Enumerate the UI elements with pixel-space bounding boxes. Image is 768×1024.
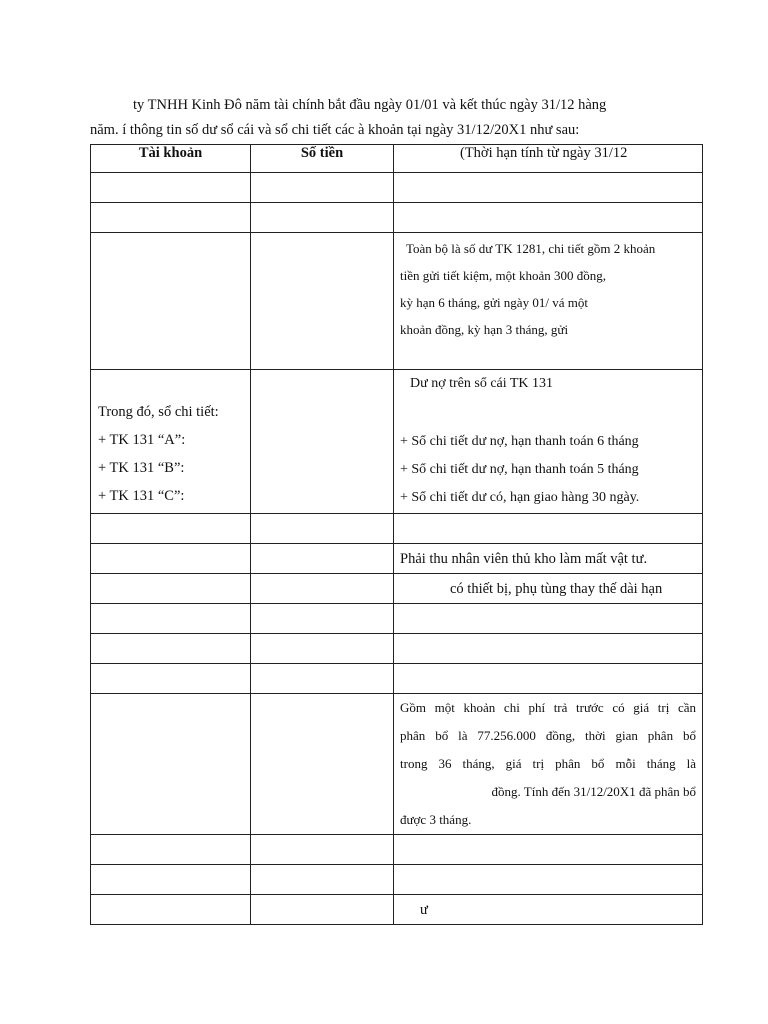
last-note-fragment: ư [420,902,428,918]
employee-receivable-cell [394,544,703,574]
prepaid-note-line: trong 36 tháng, giá trị phân bổ mỗi tháng là [400,756,696,771]
receivable-detail: + Sổ chi tiết dư có, hạn giao hàng 30 ngày. [400,490,640,505]
table-row-receivables [91,370,703,514]
table-cell [91,544,251,574]
table-cell [91,634,251,664]
intro-line-1: ty TNHH Kinh Đô năm tài chính bắt đầu ngày 01/01 và kết thúc ngày 31/12 hàng [133,97,607,113]
table-row [91,835,703,865]
account-balance-table [90,144,703,925]
deposit-note-line: tiền gửi tiết kiệm, một khoản 300 đồng, [400,268,606,283]
receivables-ledger-title: Dư nợ trên sổ cái TK 131 [410,376,554,391]
table-cell [91,865,251,895]
header-amount: Số tiền [251,145,394,173]
deposit-note-line: Toàn bộ là số dư TK 1281, chi tiết gồm 2 khoản [406,241,656,256]
intro-line-2: năm. í thông tin số dư sổ cái và sổ chi tiết các à khoản tại ngày 31/12/20X1 như sau: [90,122,580,138]
table-cell [394,604,703,634]
table-row [91,574,703,604]
table-cell [251,370,394,514]
table-cell [394,865,703,895]
table-row [91,514,703,544]
table-cell [394,664,703,694]
table-cell [251,664,394,694]
table-cell [91,694,251,835]
table-cell [91,604,251,634]
table-cell [91,835,251,865]
table-cell [394,835,703,865]
table-cell [91,664,251,694]
deposit-note-cell [394,233,703,370]
prepaid-note-line: Gồm một khoản chi phí trả trước có giá trị cần [400,700,696,715]
table-cell [91,203,251,233]
prepaid-note-line: phân bổ là 77.256.000 đồng, thời gian phân bổ [400,728,696,743]
table-cell [91,233,251,370]
table-row [91,173,703,203]
table-cell [251,835,394,865]
table-cell [91,574,251,604]
table-cell [394,173,703,203]
table-cell [251,203,394,233]
table-cell [251,865,394,895]
receivable-account: + TK 131 “B”: [98,460,185,476]
spare-parts-note: có thiết bị, phụ tùng thay thế dài hạn [450,581,663,597]
table-cell [251,895,394,925]
receivables-title: Trong đó, sổ chi tiết: [98,404,219,420]
table-row [91,865,703,895]
table-row [91,544,703,574]
deposit-note-line: kỳ hạn 6 tháng, gửi ngày 01/ vá một [400,295,588,310]
table-row [91,634,703,664]
table-cell [251,544,394,574]
prepaid-note-line: được 3 tháng. [400,812,472,827]
table-row [91,664,703,694]
table-cell [251,173,394,203]
spare-parts-cell [394,574,703,604]
header-note: (Thời hạn tính từ ngày 31/12 [394,145,703,173]
prepaid-note-cell [394,694,703,835]
table-cell [91,173,251,203]
table-cell [91,514,251,544]
receivable-detail: + Sổ chi tiết dư nợ, hạn thanh toán 6 tháng [400,434,639,449]
table-row [91,604,703,634]
deposit-note-line: khoản đồng, kỳ hạn 3 tháng, gửi [400,322,569,337]
receivables-accounts-cell [91,370,251,514]
table-cell [251,634,394,664]
receivable-account: + TK 131 “A”: [98,432,186,448]
receivable-detail: + Sổ chi tiết dư nợ, hạn thanh toán 5 tháng [400,462,639,477]
table-cell [394,514,703,544]
receivable-account: + TK 131 “C”: [98,488,185,504]
receivables-note-cell [394,370,703,514]
table-row [91,895,703,925]
table-cell [251,233,394,370]
table-cell [251,514,394,544]
table-cell [251,604,394,634]
header-account: Tài khoản [91,145,251,173]
table-cell [91,895,251,925]
table-cell [394,203,703,233]
table-header-row [91,145,703,173]
table-row [91,203,703,233]
last-note-cell [394,895,703,925]
table-cell [394,634,703,664]
table-cell [251,574,394,604]
table-cell [251,694,394,835]
table-row-deposits [91,233,703,370]
employee-receivable-note: Phải thu nhân viên thủ kho làm mất vật tư. [400,551,648,567]
table-row-prepaid [91,694,703,835]
prepaid-note-line: đồng. Tính đến 31/12/20X1 đã phân bổ [491,784,696,799]
